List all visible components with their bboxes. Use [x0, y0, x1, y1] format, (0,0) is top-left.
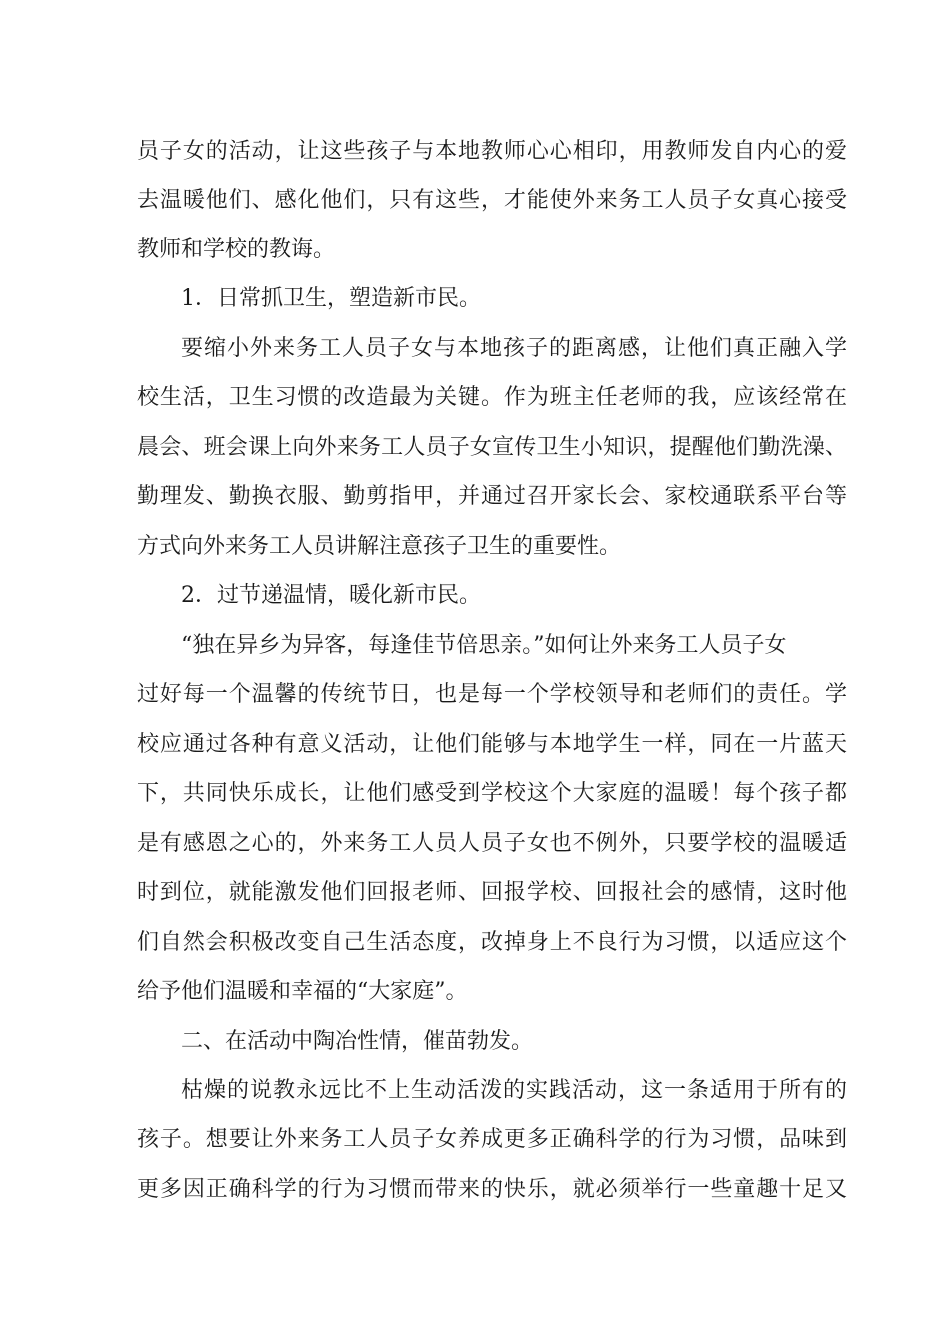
- section-heading: 2．过节递温情，暖化新市民。: [181, 583, 481, 608]
- text-line: 教师和学校的教诲。: [137, 237, 336, 262]
- text-line: 们自然会积极改变自己生活态度，改掉身上不良行为习惯，以适应这个: [137, 930, 847, 955]
- text-line: 时到位，就能激发他们回报老师、回报学校、回报社会的感情，这时他: [137, 880, 847, 905]
- text-line: “独在异乡为异客，每逢佳节倍思亲。”如何让外来务工人员子女: [181, 633, 787, 658]
- text-line: 过好每一个温馨的传统节日，也是每一个学校领导和老师们的责任。学: [137, 682, 847, 707]
- text-line: 校生活，卫生习惯的改造最为关键。作为班主任老师的我，应该经常在: [137, 385, 847, 410]
- text-line: 员子女的活动，让这些孩子与本地教师心心相印，用教师发自内心的爱: [137, 139, 847, 164]
- text-line: 去温暖他们、感化他们，只有这些，才能使外来务工人员子女真心接受: [137, 188, 847, 213]
- text-line: 要缩小外来务工人员子女与本地孩子的距离感，让他们真正融入学: [181, 336, 847, 361]
- text-line: 是有感恩之心的，外来务工人员人员子女也不例外，只要学校的温暖适: [137, 831, 847, 856]
- text-line: 给予他们温暖和幸福的“大家庭”。: [137, 979, 468, 1004]
- text-line: 晨会、班会课上向外来务工人员子女宣传卫生小知识，提醒他们勤洗澡、: [137, 435, 847, 460]
- text-line: 勤理发、勤换衣服、勤剪指甲，并通过召开家长会、家校通联系平台等: [137, 484, 847, 509]
- text-line: 孩子。想要让外来务工人员子女养成更多正确科学的行为习惯，品味到: [137, 1127, 847, 1152]
- text-line: 下，共同快乐成长，让他们感受到学校这个大家庭的温暖！每个孩子都: [137, 781, 847, 806]
- text-line: 枯燥的说教永远比不上生动活泼的实践活动，这一条适用于所有的: [181, 1078, 847, 1103]
- text-line: 校应通过各种有意义活动，让他们能够与本地学生一样，同在一片蓝天: [137, 732, 847, 757]
- section-heading: 二、在活动中陶冶性情，催苗勃发。: [181, 1029, 534, 1054]
- text-line: 更多因正确科学的行为习惯而带来的快乐，就必须举行一些童趣十足又: [137, 1177, 847, 1202]
- text-line: 方式向外来务工人员讲解注意孩子卫生的重要性。: [137, 534, 622, 559]
- section-heading: 1．日常抓卫生，塑造新市民。: [181, 286, 481, 311]
